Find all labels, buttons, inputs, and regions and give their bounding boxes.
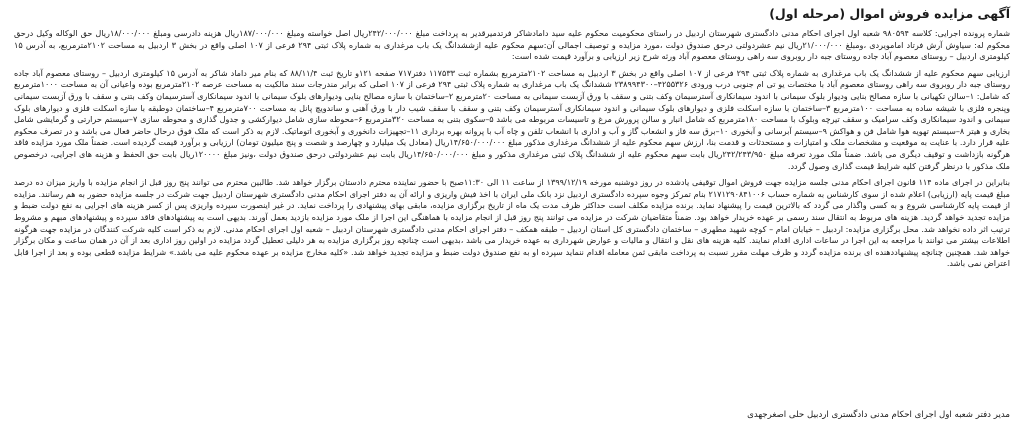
notice-paragraph-auction-terms: بنابراین در اجرای ماده ۱۱۴ قانون اجرای احکام مدنی جلسه مزایده جهت فروش اموال توقیفی یادشده در روز دوشنبه مورخه ۱۳۹۹/۱۲/۱۹ از ساعت ۱۱ الی ۱۱:۳۰صبح با حضور نماینده محترم دادستان برگزار خواهد شد. طالبین محترم می توانند پنج روز قبل از انجام مزایده با واریز میزان ده درصد مبلغ قیمت پایه (ارزیابی) اعلام شده از سوی کارشناس به شماره حساب ۲۱۷۱۲۹۰۸۴۱۰۰۶ بنام تمرکز وجوه سپرده دادگستری اردبیل نزد بانک ملی ایران با اخذ فیش واریزی و ارائه آن به دفتر اجرای احکام مدنی دادگستری شهرستان اردبیل جهت شرکت در جلسه مزایده حضور به هم رسانند. مزایده از قیمت پایه کارشناسی شروع و به کسی واگذار می گردد که بالاترین قیمت را پیشنهاد نماید. برنده مزایده مکلف است حداکثر ظرف مدت یک ماه از تاریخ برگزاری مزایده، مابقی بهای پیشنهادی را پرداخت نماید. در غیر اینصورت سپرده واریزی پس از کسر هزینه های اجرایی به نفع دولت ضبط و مزایده تجدید خواهد گردید. هزینه های مربوط به انتقال سند رسمی بر عهده خریدار خواهد بود. ضمناً متقاضیان شرکت در مزایده می توانند پنج روز قبل از انجام مزایده با هماهنگی این اجرا از ملک مورد مزایده بازدید بعمل آورند. بدیهی است به پیشنهادهای فاقد سپرده و پیشنهادهای مبهم و مشروط ترتیب اثر داده نخواهد شد. محل برگزاری مزایده: اردبیل – خیابان امام – کوچه شهید مطهری – ساختمان دادگستری کل استان اردبیل – طبقه همکف – دفتر اجرای احکام مدنی دادگستری شهرستان اردبیل – شعبه اول اجرای احکام مدنی. لازم به ذکر است کلیه شرکت کنندگان در مزایده جهت هرگونه اطلاعات بیشتر می توانند با مراجعه به این اجرا در ساعات اداری اقدام نمایند. کلیه هزینه های نقل و انتقال و مالیات و عوارض شهرداری به عهده خریدار می باشد ،بدیهی است چنانچه روز برگزاری مزایده به هر دلیلی تعطیل گردد مزایده در اولین روز اداری بعد از آن در همان ساعت و مکان برگزار خواهد شد. همچنین چنانچه پیشنهاددهنده ای برنده مزایده گردد و ظرف مهلت مقرر نسبت به پرداخت مابقی ثمن معامله اقدام ننماید سپرده او به نفع صندوق دولت ضبط و مزایده تجدید خواهد شد. «کلیه مخارج مزایده بر عهده محکوم علیه می باشد.» شرایط مزایده قطعی بوده و بعد از اجرا قابل اعتراض نمی باشد. — [14, 177, 1011, 269]
notice-paragraph-case: شماره پرونده اجرایی: کلاسه ۹۸۰۵۹۴ شعبه اول اجرای احکام مدنی دادگستری شهرستان اردبیل در راستای محکومیت محکوم علیه سید دامادشاکر فرتدمیرقدیر به پرداخت مبلغ ۲۴۲/۰۰۰/۰۰۰ریال اصل خواسته ومبلغ ۱۸۷/۰۰۰/۰۰۰ریال هزینه دادرسی ومبلغ ۱۸/۰۰۰/۰۰۰ریال حق الوکاله وکیل درحق محکوم له: سیاوش آرش فرتاد امامویردی ،ومبلغ ۲۱/۰۰۰/۰۰۰ریال نیم عشردولتی درحق صندوق دولت ،مورد مزایده و توصیف اجمالی آن:سهم محکوم علیه ازششدانگ یک باب مرغداری به شماره پلاک ثبتی ۲۹۴ فرعی از ۱۰۷ اصلی واقع در بخش ۳ اردبیل به مساحت ۲۱۰۲مترمربع، به آدرس ۱۵ کیلومتری اردبیل – روستای معصوم آباد جاده روستای جبه دار روبروی سه راهی روستای معصوم آباد ورثه شرح زیر ارزیابی و برآورد قیمت شده است: — [14, 28, 1010, 62]
notice-title: آگهی مزایده فروش اموال (مرحله اول) — [769, 6, 1010, 21]
notice-signature: مدیر دفتر شعبه اول اجرای احکام مدنی دادگستری اردبیل حلی اصغرجهدی — [747, 410, 1010, 420]
notice-paragraph-appraisal: ارزیابی سهم محکوم علیه از ششدانگ یک باب مرغداری به شماره پلاک ثبتی ۲۹۴ فرعی از ۱۰۷ اصلی واقع در بخش ۳ اردبیل به مساحت ۲۱۰۲مترمربع بشماره ثبت ۱۱۷۵۳۳ دفتر۷۱۷ صفحه ۱۲۱و تاریخ ثبت ۸۸/۱۱/۴ که بنام میر داماد شاکر به آدرس ۱۵ کیلومتری اردبیل – روستای معصوم آباد جاده روستای جبه دار روبروی سه راهی روستای معصوم آباد با مختصات یو تی ام جنوبی درب ورودی ۴۲۵۵۳۲۶–۲۳۸۹۹۴۳۰۰ ششدانگ یک باب مرغداری به شماره پلاک ثبتی ۲۹۴ فرعی از ۱۰۷ اصلی که برابر مندرجات سند مالکیت به مساحت عرصه ۲۱۰۲مترمربع بوده واعیانی آن به مساحت ۱۰۰۰مترمربع که شامل: ۱–سالن تکهیانی با سازه مصالح بنایی ودیوار بلوک سیمانی با اندود سیمانکاری آسترسیمان وکف بتنی و سقف با ورق آزبست سیمانی به مساحت ۲۰مترمربع ۲–ساختمان با سازه مصالح بنایی ودیوارهای بلوک سیمانی با اندود سیمانکاری آسترسیمان وکف بتنی و سقف با ورق آزبست سیمانی وپنجره فلزی با شیشه ساده به مساحت ۱۰۰مترمربع ۳–ساختمان با سازه اسکلت فلزی و دیوارهای بلوک سیمانی و اندود سیمانکاری آسترسیمان وکف بتنی و سقف با سقف شیب دار با ورق آهنی و ساندویچ پانل به مساحت ۷۰۰مترمربع ۴–ساختمان دوطبقه با سازه اسکلت فلزی و دیوارهای بلوک سیمانی و اندود سیمانکاری وکف سرامیک و سقف تیرچه وبلوک با مساحت ۱۸۰مترمربع که شامل انبار و سالن پرورش مرغ و تاسیسات مربوطه می باشد ۵–سکوی بتنی به مساحت ۳۲۰مترمربع ۶–محوطه سازی شامل دیوارکشی و جدول گذاری و محوطه سازی ۷–سیستم حرارتی و گرمایشی شامل بخاری و هیتر ۸–سیستم تهویه هوا شامل فن و هواکش ۹–سیستم آبرسانی و آبخوری ۱۰–برق سه فاز و انشعاب گاز و آب و اداری با انشعاب تلفن و چاه آب با پروانه بهره برداری ۱۱–تجهیزات دانخوری و آبخوری اتوماتیک. لازم به ذکر است که ملک فوق درحال حاضر فعال می باشد و در تصرف محکوم علیه قرار دارد. با عنایت به موقعیت و مشخصات ملک و امتیازات و مستحدثات و قدمت بنا، ارزش سهم محکوم علیه از ششدانگ مرغداری مذکور مبلغ ۱۴/۶۵۰/۰۰۰/۰۰۰ریال (معادل یک میلیارد و چهارصد و شصت و پنج میلیون تومان) ارزیابی و برآورد قیمت گردیده است. ضمناً ملک مورد مزایده فاقد هرگونه بازداشت و توقیف دیگری می باشد. ضمناً ملک مورد تعرفه مبلغ ۲۴۲/۲۴۳/۹۵۰ریال بابت سهم محکوم علیه از ششدانگ پلاک ثبتی مرغداری مذکور و مبلغ ۱۴/۶۵۰/۰۰۰/۰۰۰ریال بابت نیم عشردولتی درحق صندوق دولت ،ونیز مبلغ ۱۲۰۰۰۰ریال بابت حق الحفظ و هزینه های اجرایی، درخصوص ملک مذکور با درنظر گرفتن کلیه شرایط قیمت گذاری وصول گردد. — [14, 67, 1011, 171]
